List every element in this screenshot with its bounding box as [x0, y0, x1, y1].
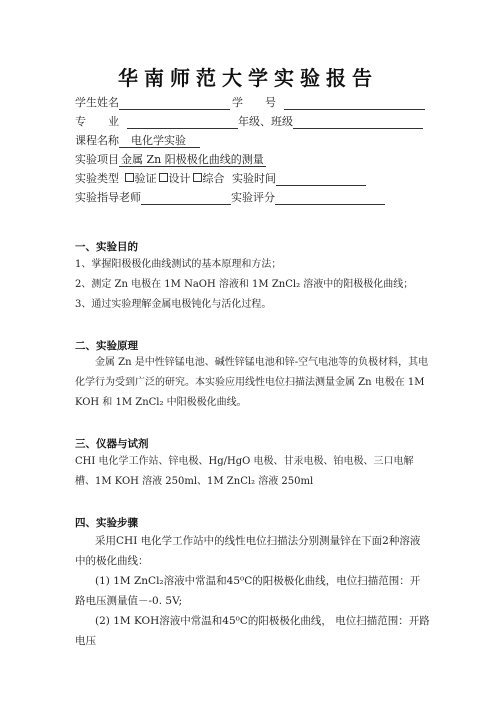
purpose-item: 3、通过实验理解金属电极钝化与活化过程。 [75, 299, 272, 310]
course-row [75, 134, 200, 148]
student-id-label: 学 号 [232, 96, 276, 109]
teacher-blank [141, 192, 231, 205]
student-name-label: 学生姓名 [75, 96, 119, 109]
teacher-label: 实验指导老师 [75, 191, 141, 204]
purpose-item: 1、掌握阳极极化曲线测试的基本原理和方法； [75, 259, 282, 270]
course-label: 课程名称 [75, 134, 119, 147]
section-heading-procedure: 四、实验步骤 [75, 517, 138, 529]
type-row [75, 172, 366, 186]
purpose-item: 2、测定 Zn 电极在 1M NaOH 溶液和 1M ZnCl₂ 溶液中的阳极极化曲线； [75, 279, 414, 290]
grade-class-label: 年级、班级 [238, 115, 293, 128]
teacher-row [75, 191, 385, 205]
grade-class-blank [293, 116, 423, 129]
project-value: 金属 Zn 阳极极化曲线的测量 [121, 153, 264, 166]
principle-paragraph: 金属 Zn 是中性锌锰电池、碱性锌锰电池和锌-空气电池等的负极材料，其电化学行为受到广泛的研究。本实验应用线性电位扫描法测量金属 Zn 电极在 1M KOH 和 1M ZnCl₂ 中阳极极化曲线。 [75, 357, 429, 408]
time-label: 实验时间 [232, 172, 276, 185]
major-label: 专 业 [75, 115, 119, 128]
major-blank [127, 116, 238, 129]
project-label: 实验项目 [75, 153, 119, 166]
section-heading-purpose: 一、实验目的 [75, 241, 138, 253]
student-name-blank [119, 97, 230, 110]
type-option-comprehensive: 综合 [202, 172, 225, 185]
procedure-step-2: (2) 1M KOH溶液中常温和45⁰C的阳极极化曲线， 电位扫描范围：开路电压 [75, 615, 430, 647]
checkbox-verify [125, 173, 134, 182]
project-row [75, 153, 266, 167]
report-title: 华南师范大学实验报告 [118, 66, 378, 90]
score-blank [275, 192, 385, 205]
checkbox-design [159, 173, 168, 182]
score-label: 实验评分 [231, 191, 275, 204]
time-blank [276, 173, 366, 186]
equipment-paragraph: CHI 电化学工作站、锌电极、Hg/HgO 电极、甘汞电极、铂电极、三口电解槽、1M KOH 溶液 250ml、1M ZnCl₂ 溶液 250ml [75, 456, 414, 487]
student-id-blank [284, 97, 425, 110]
course-value: 电化学实验 [119, 134, 200, 148]
procedure-intro: 采用CHI 电化学工作站中的线性电位扫描法分别测量锌在下面2种溶液中的极化曲线： [75, 535, 421, 567]
procedure-step-1: (1) 1M ZnCl₂溶液中常温和45⁰C的阳极极化曲线，电位扫描范围：开路电压测量值－-0. 5V; [75, 575, 421, 607]
type-option-verify: 验证 [134, 172, 157, 185]
type-option-design: 设计 [168, 172, 191, 185]
section-heading-equipment: 三、仪器与试剂 [75, 438, 149, 450]
section-heading-principle: 二、实验原理 [75, 340, 138, 352]
checkbox-comprehensive [193, 173, 202, 182]
type-label: 实验类型 [75, 172, 119, 185]
section-purpose-list [75, 255, 430, 315]
student-row [75, 96, 425, 110]
major-row [75, 115, 423, 129]
